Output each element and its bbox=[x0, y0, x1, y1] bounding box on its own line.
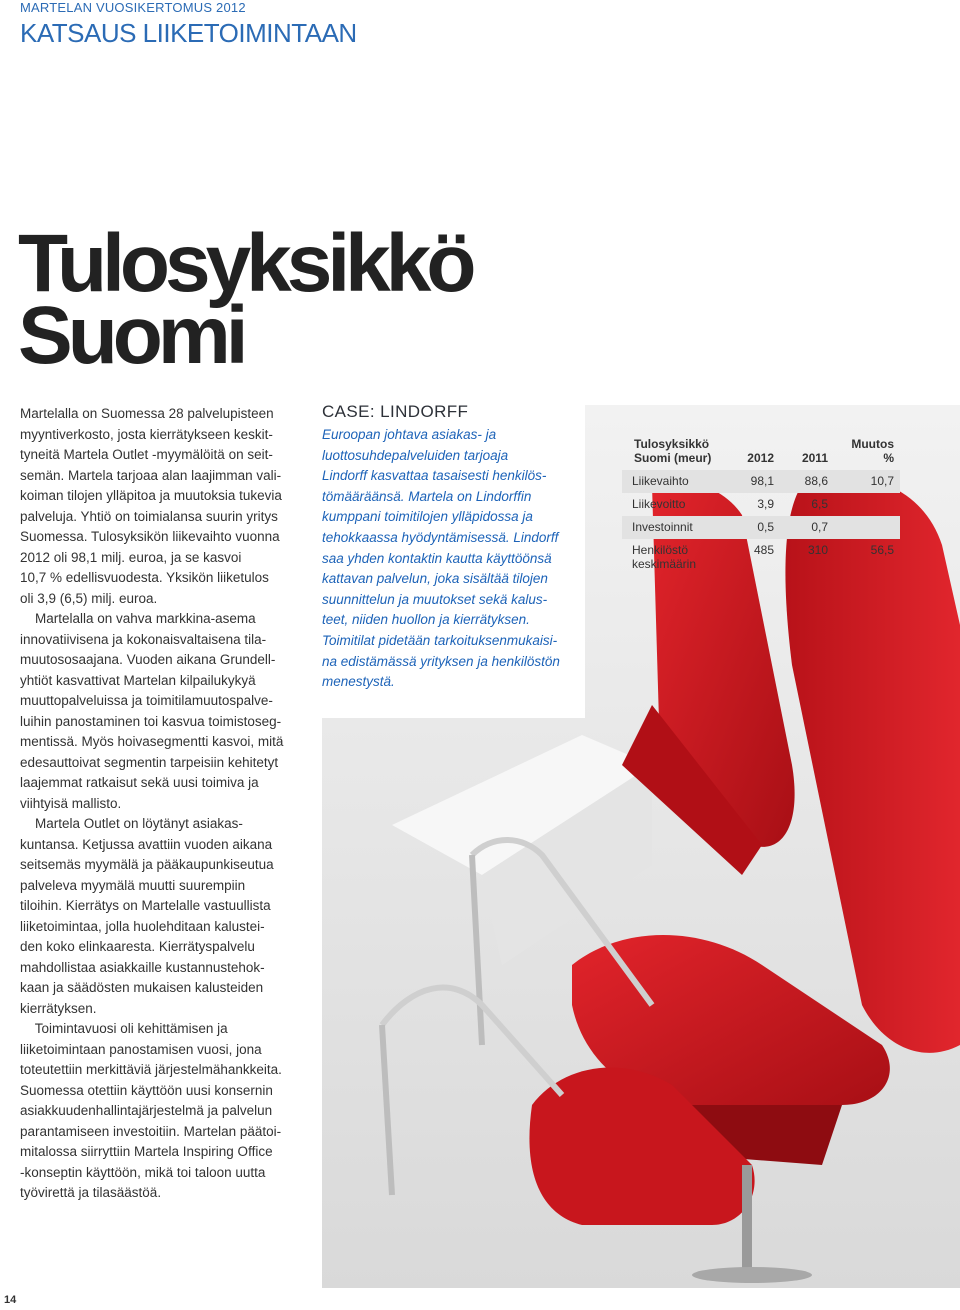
kpi-row-label-1: Henkilöstö bbox=[632, 543, 689, 557]
page-title-line-2: Suomi bbox=[18, 290, 244, 381]
case-line: suunnittelun ja muutokset sekä kalus- bbox=[322, 591, 548, 607]
case-line: Toimitilat pidetään tarkoituksenmukaisi- bbox=[322, 632, 558, 648]
case-line: tömääräänsä. Martela on Lindorffin bbox=[322, 488, 532, 504]
kpi-row-investoinnit bbox=[622, 516, 900, 539]
body-line: oli 3,9 (6,5) milj. euroa. bbox=[20, 590, 158, 606]
kpi-row-label: Investoinnit bbox=[632, 520, 693, 534]
kpi-row-henkilosto bbox=[622, 539, 900, 573]
body-line: Martelalla on Suomessa 28 palvelupisteen bbox=[20, 406, 274, 421]
page-title bbox=[18, 218, 472, 381]
body-line: Suomessa. Tulosyksikön liikevaihto vuonna bbox=[20, 529, 280, 544]
body-line: muuttopalveluissa ja toimitilamuutospalve- bbox=[20, 693, 273, 708]
kpi-row-liikevoitto bbox=[622, 493, 900, 516]
kpi-row-2012: 0,5 bbox=[757, 520, 774, 534]
body-line: tiloihin. Kierrätys on Martelalle vastuullista bbox=[20, 898, 271, 913]
body-line: kuntansa. Ketjussa avattiin vuoden aikana bbox=[20, 836, 273, 852]
body-line: liiketoimintaa, jolla huolehditaan kalustei- bbox=[20, 918, 265, 934]
case-line: kumppani toimitilojen ylläpidossa ja bbox=[322, 509, 533, 525]
kpi-table bbox=[622, 430, 900, 573]
kpi-row-change: 10,7 bbox=[870, 474, 894, 488]
kpi-header-2011: 2011 bbox=[801, 451, 828, 465]
body-line: Toimintavuosi oli kehittämisen ja bbox=[20, 1021, 228, 1036]
case-title: CASE: LINDORFF bbox=[322, 402, 469, 421]
body-line: liiketoimintaan panostamisen vuosi, jona bbox=[20, 1041, 262, 1057]
case-line: saa yhden kontaktin kautta käyttöönsä bbox=[322, 550, 552, 566]
body-line: palveluja. Yhtiö on toimialansa suurin yritys bbox=[20, 508, 278, 524]
case-line: menestystä. bbox=[322, 674, 395, 690]
case-line: na edistämässä yrityksen ja henkilöstön bbox=[322, 653, 560, 669]
kpi-row-2012: 98,1 bbox=[750, 474, 774, 488]
body-text bbox=[20, 404, 300, 1204]
body-line: toteutettiin merkittäviä järjestelmähankkeita. bbox=[20, 1062, 282, 1077]
kpi-header-label-2: Suomi (meur) bbox=[634, 451, 712, 465]
page-number: 14 bbox=[4, 1294, 17, 1306]
body-line: yhtiöt kasvattivat Martelan kilpailukykyä bbox=[20, 672, 256, 688]
kpi-row-2011: 310 bbox=[807, 543, 828, 557]
page-title-line-1: Tulosyksikkö bbox=[18, 218, 472, 309]
body-line: seitsemäs myymälä ja pääkaupunkiseutua bbox=[20, 857, 274, 872]
body-line: työvirettä ja tilasäästöä. bbox=[20, 1185, 162, 1200]
body-line: viihtyisä mallisto. bbox=[20, 795, 122, 811]
kpi-header-2012: 2012 bbox=[747, 451, 774, 465]
body-line: den koko elinkaaresta. Kierrätyspalvelu bbox=[20, 939, 255, 954]
case-line: Euroopan johtava asiakas- ja bbox=[322, 427, 497, 442]
case-text bbox=[322, 425, 584, 693]
body-line: parantamiseen investoitiin. Martelan päätoi- bbox=[20, 1123, 282, 1139]
body-line: semän. Martela tarjoaa alan laajimman vali- bbox=[20, 467, 282, 483]
body-line: tyneitä Martela Outlet -myymälöitä on seit- bbox=[20, 447, 273, 462]
body-line: Suomessa otettiin käyttöön uusi konsernin bbox=[20, 1082, 273, 1098]
kpi-row-liikevaihto bbox=[622, 470, 900, 493]
body-line: Martela Outlet on löytänyt asiakas- bbox=[20, 816, 243, 831]
kpi-header-change-1: Muutos bbox=[851, 437, 894, 451]
body-line: -konseptin käyttöön, mikä toi taloon uutta bbox=[20, 1164, 266, 1180]
kpi-table-header bbox=[622, 430, 900, 470]
kpi-header-change-2: % bbox=[883, 451, 894, 465]
body-line: laajemmat ratkaisut sekä uusi toimiva ja bbox=[20, 775, 259, 790]
kpi-row-label: Liikevaihto bbox=[632, 474, 689, 488]
body-line: luihin panostaminen toi kasvua toimistoseg- bbox=[20, 713, 282, 729]
case-line: Lindorff kasvattaa tasaisesti henkilös- bbox=[322, 468, 547, 484]
report-label: MARTELAN VUOSIKERTOMUS 2012 bbox=[20, 0, 246, 15]
body-line: Martelalla on vahva markkina-asema bbox=[20, 611, 256, 626]
body-line: mentissä. Myös hoivasegmentti kasvoi, mitä bbox=[20, 734, 284, 749]
kpi-row-label: Liikevoitto bbox=[632, 497, 686, 511]
body-line: 2012 oli 98,1 milj. euroa, ja se kasvoi bbox=[20, 549, 242, 565]
case-line: tehokkaassa hyödyntämisessä. Lindorff bbox=[322, 529, 559, 545]
body-line: mitalossa siirryttiin Martela Inspiring Office bbox=[20, 1144, 273, 1159]
body-line: mahdollistaa asiakkaille kustannustehok- bbox=[20, 959, 265, 975]
body-line: myyntiverkosto, josta kierrätykseen keskit- bbox=[20, 426, 273, 442]
kpi-row-2011: 0,7 bbox=[811, 520, 828, 534]
kpi-row-change: 56,5 bbox=[870, 543, 894, 557]
kpi-row-2012: 485 bbox=[753, 543, 774, 557]
body-line: 10,7 % edellisvuodesta. Yksikön liiketulos bbox=[20, 570, 269, 585]
body-line: kierrätyksen. bbox=[20, 1000, 97, 1016]
body-line: koiman tilojen ylläpitoa ja muutoksia tukevia bbox=[20, 488, 282, 503]
kpi-row-2012: 3,9 bbox=[757, 497, 774, 511]
case-line: luottosuhdepalveluiden tarjoaja bbox=[322, 447, 509, 463]
body-line: kaan ja säädösten mukaisen kalusteiden bbox=[20, 980, 264, 995]
section-title: KATSAUS LIIKETOIMINTAAN bbox=[20, 18, 357, 48]
kpi-header-label-1: Tulosyksikkö bbox=[634, 437, 710, 451]
case-line: teet, niiden huollon ja kierrätyksen. bbox=[322, 612, 530, 628]
body-line: innovatiivisena ja kokonaisvaltaisena tila- bbox=[20, 631, 267, 647]
body-line: asiakkuudenhallintajärjestelmä ja palvelun bbox=[20, 1103, 273, 1118]
kpi-row-2011: 88,6 bbox=[804, 474, 828, 488]
case-line: kattavan palvelun, joka sisältää tilojen bbox=[322, 571, 548, 587]
kpi-row-2011: 6,5 bbox=[811, 497, 828, 511]
kpi-row-label-2: keskimäärin bbox=[632, 557, 697, 571]
body-line: muutososaajana. Vuoden aikana Grundell- bbox=[20, 652, 276, 667]
body-line: edesauttoivat segmentin tarpeisiin kehitetyt bbox=[20, 754, 279, 770]
body-line: palveleva myymälä muutti suurempiin bbox=[20, 877, 246, 893]
